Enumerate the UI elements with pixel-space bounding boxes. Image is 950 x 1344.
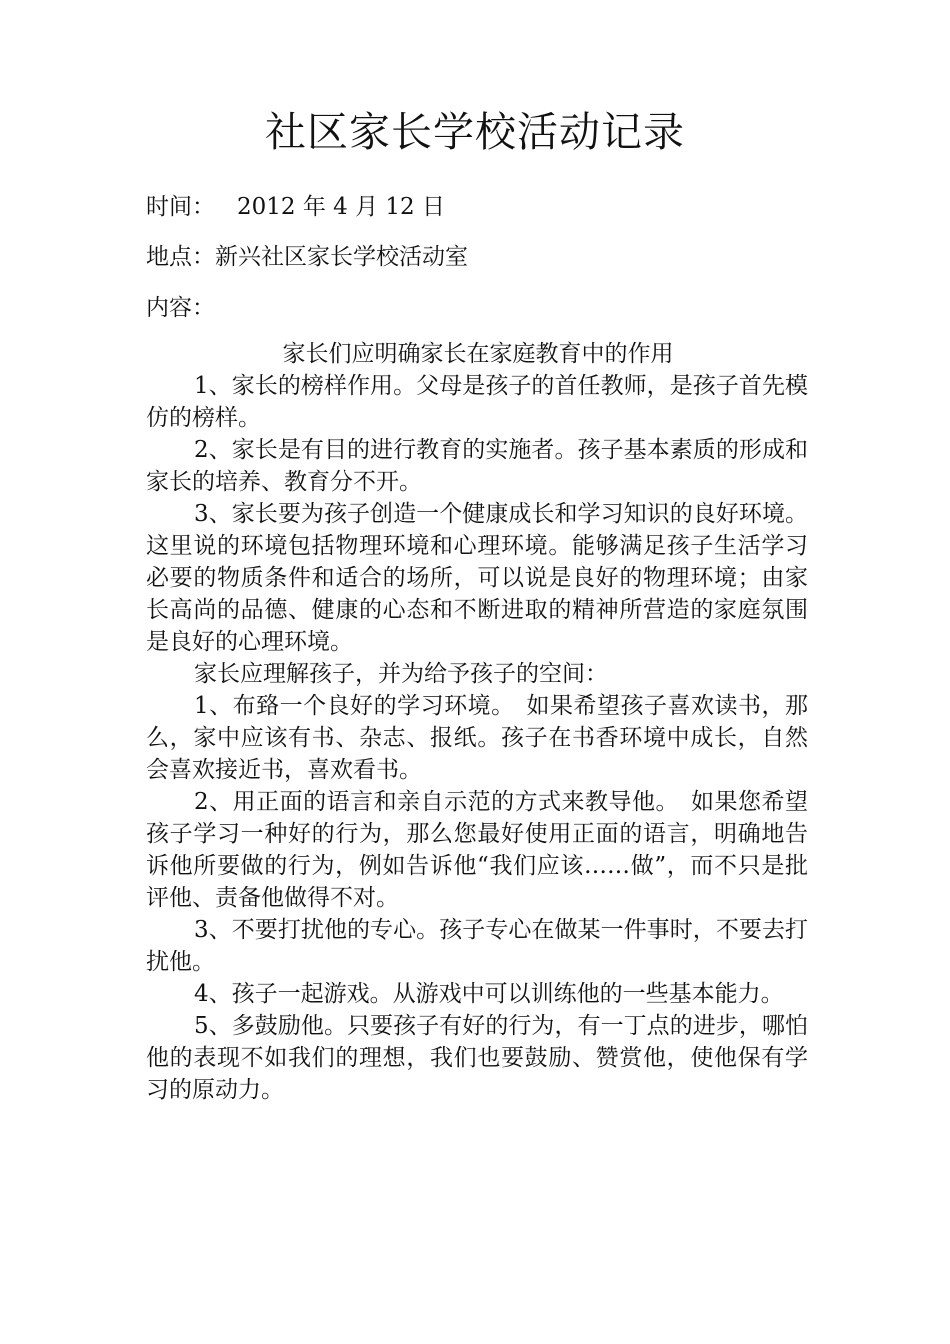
content-label: 内容：: [146, 295, 215, 321]
paragraph: 4、孩子一起游戏。从游戏中可以训练他的一些基本能力。: [194, 981, 784, 1007]
paragraph: 2、用正面的语言和亲自示范的方式来教导他。 如果您希望孩子学习一种好的行为，那么您最好使用正面的语言，明确地告诉他所要做的行为，例如告诉他“我们应该……做”，而不只是批评他、责备他做得不对。: [146, 789, 808, 911]
time-value: 2012 年 4 月 12 日: [237, 194, 445, 220]
paragraph: 3、家长要为孩子创造一个健康成长和学习知识的良好环境。这里说的环境包括物理环境和心理环境。能够满足孩子生活学习必要的物质条件和适合的场所，可以说是良好的物理环境；由家长高尚的品德、健康的心态和不断进取的精神所营造的家庭氛围是良好的心理环境。: [146, 501, 808, 655]
time-label: 时间：: [146, 194, 215, 220]
section-heading: 家长们应明确家长在家庭教育中的作用: [282, 341, 674, 367]
paragraph: 3、不要打扰他的专心。孩子专心在做某一件事时，不要去打扰他。: [146, 917, 808, 975]
section-heading-2: 家长应理解孩子，并为给予孩子的空间：: [194, 661, 608, 687]
time-line: [146, 192, 445, 222]
place-line: 地点：新兴社区家长学校活动室: [146, 244, 468, 270]
paragraph: 1、布臵一个良好的学习环境。 如果希望孩子喜欢读书，那么，家中应该有书、杂志、报纸。孩子在书香环境中成长，自然会喜欢接近书，喜欢看书。: [146, 693, 808, 783]
document-body: [146, 338, 808, 1106]
paragraph: 5、多鼓励他。只要孩子有好的行为，有一丁点的进步，哪怕他的表现不如我们的理想，我们也要鼓励、赞赏他，使他保有学习的原动力。: [146, 1013, 808, 1103]
paragraph: 1、家长的榜样作用。父母是孩子的首任教师，是孩子首先模仿的榜样。: [146, 373, 808, 431]
paragraph: 2、家长是有目的进行教育的实施者。孩子基本素质的形成和家长的培养、教育分不开。: [146, 437, 808, 495]
document-title: 社区家长学校活动记录: [265, 108, 685, 156]
